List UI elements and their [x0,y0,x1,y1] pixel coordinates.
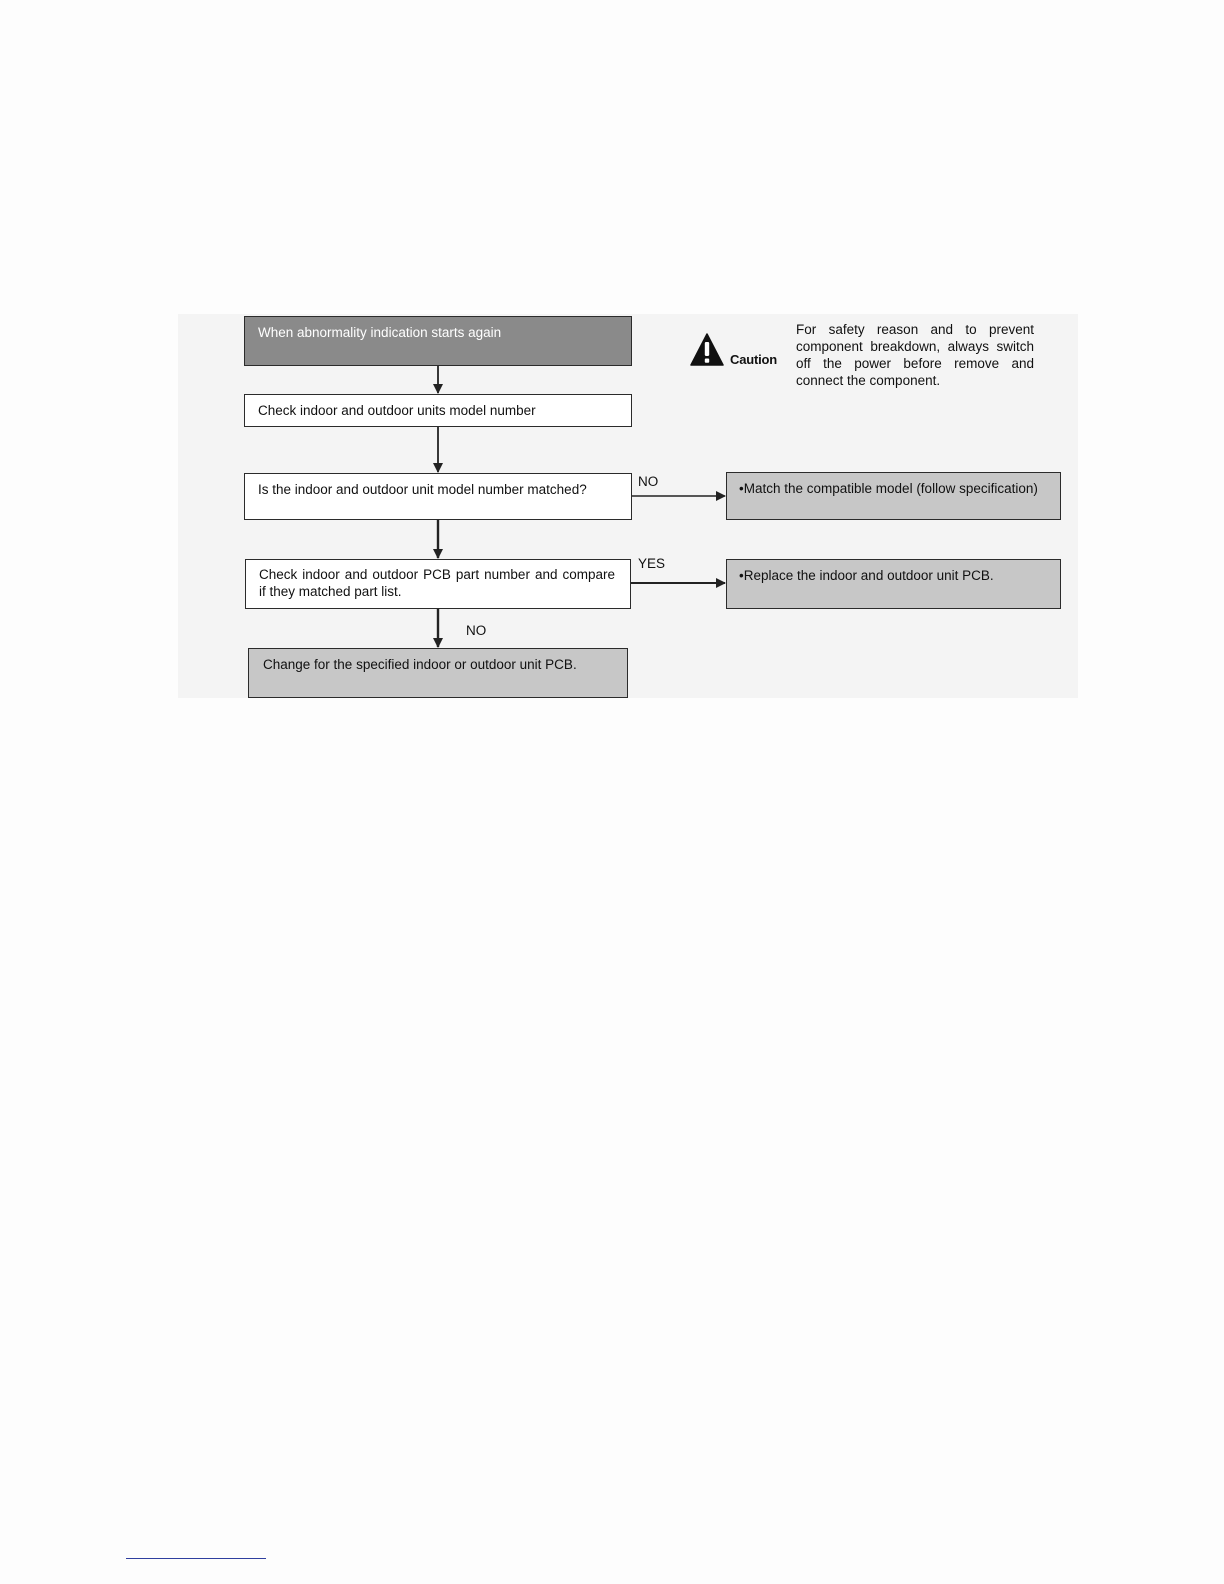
flow-action-change-pcb: Change for the specified indoor or outdoor unit PCB. [248,648,628,698]
warning-triangle-icon [690,333,724,367]
footnote-separator [126,1558,266,1559]
flow-action-match-model: •Match the compatible model (follow specification) [726,472,1061,520]
branch-label-no-model: NO [638,474,659,489]
branch-label-no-pcb: NO [466,623,487,638]
branch-label-yes-pcb: YES [638,556,666,571]
caution-text: For safety reason and to prevent component breakdown, always switch off the power before remove and connect the component. [796,322,1034,388]
flow-step-check-model: Check indoor and outdoor units model number [244,394,632,427]
flow-action-replace-pcb: •Replace the indoor and outdoor unit PCB. [726,559,1061,609]
flow-decision-model-matched: Is the indoor and outdoor unit model number matched? [244,473,632,520]
flow-step-start: When abnormality indication starts again [244,316,632,366]
caution-label: Caution [730,352,777,367]
flow-step-check-pcb: Check indoor and outdoor PCB part number and compare if they matched part list. [245,559,631,609]
